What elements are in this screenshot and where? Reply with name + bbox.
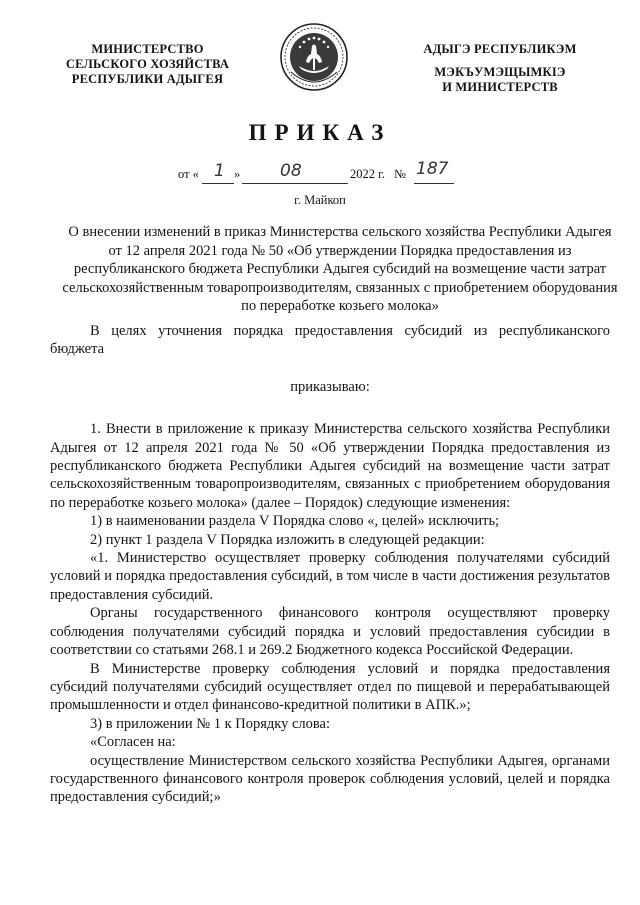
date-mid: »: [234, 167, 241, 181]
ministry-name-russian: [40, 42, 255, 87]
ministry-name-line: И МИНИСТЕРСТВ: [442, 80, 558, 94]
paragraph: осуществление Министерством сельского хозяйства Республики Адыгея, органами государственного финансового контроля проверок соблюдения условий, целей и порядка предоставления субсидий;»: [50, 752, 610, 806]
order-number-label: №: [394, 167, 406, 181]
paragraph: 1. Внести в приложение к приказу Министерства сельского хозяйства Республики Адыгея от 12 апреля 2021 года № 50 «Об утверждении Порядка предоставления из республиканского бюджета Республики Адыгея субсидий на возмещение части затрат сельскохозяйственным товаропроизводителям, связанных с приобретением оборудования по переработке козьего молока» (далее – Порядок) следующие изменения:: [50, 421, 610, 511]
ministry-name-adyghe: [395, 42, 605, 95]
order-subject: О внесении изменений в приказ Министерства сельского хозяйства Республики Адыгея от 12 апреля 2021 года № 50 «Об утверждении Порядка предоставления из республиканского бюджета Республики Адыгея субсидий на возмещение части затрат сельскохозяйственным товаропроизводителям, связанных с приобретением оборудования по переработке козьего молока»: [62, 224, 618, 315]
date-year: 2022 г.: [350, 167, 385, 181]
city: г. Майкоп: [294, 193, 346, 207]
preamble: В целях уточнения порядка предоставления субсидий из республиканского бюджета: [50, 323, 610, 358]
paragraph: «1. Министерство осуществляет проверку соблюдения получателями субсидий условий и порядка предоставления субсидий, в том числе в части достижения результатов предоставления субсидий.: [50, 550, 610, 603]
order-word: приказываю:: [290, 378, 370, 395]
adygea-coat-of-arms-icon: [279, 22, 349, 92]
ministry-name-line: МИНИСТЕРСТВО: [91, 42, 204, 56]
paragraph: 2) пункт 1 раздела V Порядка изложить в следующей редакции:: [90, 531, 485, 548]
paragraph: В Министерстве проверку соблюдения условий и порядка предоставления субсидий получателями субсидий осуществляет отдел по пищевой и перерабатывающей промышленности и отдел финансово-кредитной политики в АПК.»;: [50, 660, 610, 714]
ministry-name-line: СЕЛЬСКОГО ХОЗЯЙСТВА: [65, 57, 230, 71]
paragraph: «Согласен на:: [90, 734, 176, 751]
ministry-name-line: МЭКЪУМЭЩЫМКIЭ: [434, 65, 566, 79]
date-month: 08: [280, 161, 302, 181]
ministry-name-line: РЕСПУБЛИКИ АДЫГЕЯ: [71, 72, 224, 86]
date-number-line: [178, 159, 478, 187]
date-day: 1: [214, 161, 225, 181]
paragraph: 3) в приложении № 1 к Порядку слова:: [90, 715, 331, 732]
date-prefix: от «: [178, 167, 199, 181]
paragraph: Органы государственного финансового контроля осуществляют проверку соблюдения получателями субсидий порядка и условий предоставления субсидии в соответствии со статьями 268.1 и 269.2 Бюджетного кодекса Российской Федерации.: [50, 605, 610, 659]
document-title: ПРИКАЗ: [248, 120, 392, 145]
paragraph: 1) в наименовании раздела V Порядка слово «, целей» исключить;: [90, 513, 500, 530]
ministry-name-line: АДЫГЭ РЕСПУБЛИКЭМ: [423, 42, 577, 56]
order-body: [50, 322, 610, 807]
order-number: 187: [416, 159, 449, 179]
